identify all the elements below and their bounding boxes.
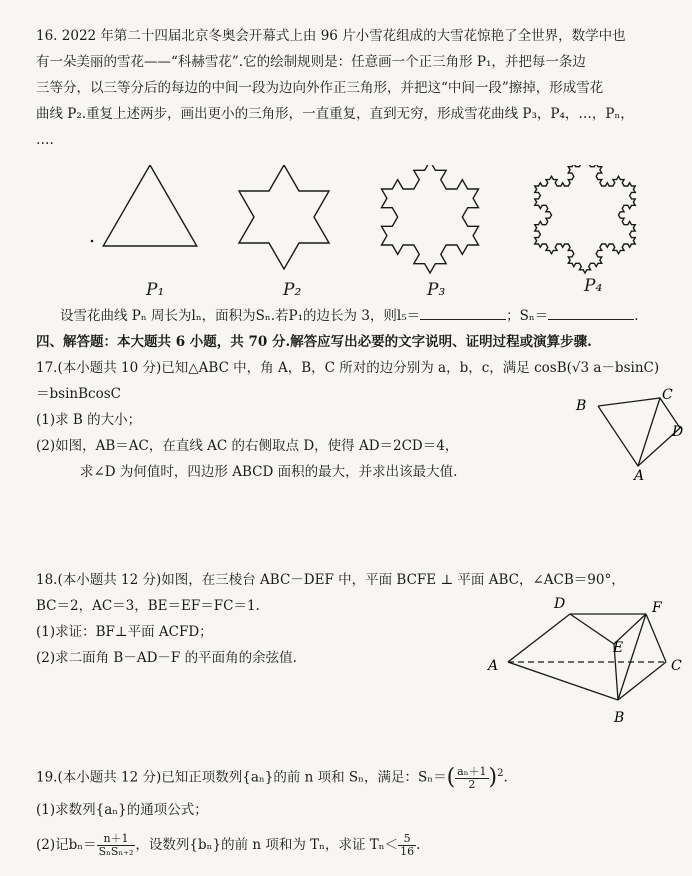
q17-part-1: (1)求 B 的大小；: [36, 412, 142, 428]
snowflake-p3: [382, 165, 479, 273]
q19-part-2c: .: [416, 837, 421, 853]
q19-t-fraction: [398, 833, 416, 858]
snowflake-p2: [239, 165, 329, 269]
label-p4: P₄: [584, 276, 603, 296]
snowflake-p4: [535, 165, 635, 273]
q16-question: [60, 306, 639, 326]
dot-mark: [91, 240, 94, 243]
q17-line-2: ＝bsinBcosC: [36, 386, 121, 402]
q19-t-num: 5: [398, 833, 416, 846]
q17-label-A: A: [634, 468, 645, 484]
q18-part-2: (2)求二面角 B－AD－F 的平面角的余弦值.: [36, 650, 297, 666]
q16-line-2: 有一朵美丽的雪花——“科赫雪花”.它的绘制规则是：任意画一个正三角形 P₁，并把每一条边: [36, 54, 586, 70]
q17-part-2b: 求∠D 为何值时，四边形 ABCD 面积的最大，并求出该最大值.: [80, 464, 458, 480]
q18-line-1: 18.(本小题共 12 分)如图，在三棱台 ABC－DEF 中，平面 BCFE ⊥ 平面 ABC，∠ACB＝90°，: [36, 572, 625, 588]
q16-question-a: 设雪花曲线 Pₙ 周长为lₙ，面积为Sₙ.若P₁的边长为 3，则l₅＝: [60, 308, 421, 324]
q19-frac-num: aₙ＋1: [457, 764, 487, 778]
q18-label-E: E: [613, 640, 624, 656]
q19-part-2a: (2)记bₙ＝: [36, 837, 97, 853]
q19-fraction: [455, 766, 488, 791]
q16-line-1: 16. 2022 年第二十四届北京冬奥会开幕式上由 96 片小雪花组成的大雪花惊艳了全世界，数学中也: [36, 28, 626, 44]
q19-line-1: 19.(本小题共 12 分)已知正项数列{aₙ}的前 n 项和 Sₙ，满足：Sₙ＝( $\frac{\text{aₙ＋1}}{2}$ )$^2$.: [36, 764, 508, 791]
q17-quadrilateral-figure: [570, 386, 692, 486]
q16-line-4: 曲线 P₂.重复上述两步，画出更小的三角形，一直重复，直到无穷，形成雪花曲线 P₃，P₄，…，Pₙ，: [36, 106, 634, 122]
q19-part-2: [36, 828, 420, 862]
label-p2: P₂: [283, 280, 302, 300]
label-p3: P₃: [427, 280, 446, 300]
q19-part-2b: ，设数列{bₙ}的前 n 项和为 Tₙ，求证 Tₙ＜: [135, 837, 399, 853]
section-4-header: 四、解答题：本大题共 6 小题，共 70 分.解答应写出必要的文字说明、证明过程或演算步骤.: [36, 334, 592, 350]
q16-line-5: ….: [36, 132, 54, 148]
q18-label-B: B: [614, 710, 625, 726]
q17-part-2: (2)如图，AB＝AC，在直线 AC 的右侧取点 D，使得 AD＝2CD＝4，: [36, 438, 459, 454]
q18-frustum-figure: [486, 590, 692, 730]
q19-b-fraction: [97, 833, 136, 858]
q16-line-3: 三等分，以三等分后的每边的中间一段为边向外作正三角形，并把这“中间一段”擦掉，形成雪花: [36, 80, 604, 96]
q17-line-1: 17.(本小题共 10 分)已知△ABC 中，角 A，B，C 所对的边分别为 a，b，c，满足 cosB(√3 a－bsinC): [36, 360, 660, 376]
q18-label-C: C: [671, 658, 682, 674]
koch-snowflake-figures: [80, 165, 680, 275]
q16-question-b: ；Sₙ＝: [506, 308, 549, 324]
q19-b-num: n＋1: [97, 833, 136, 846]
label-p1: P₁: [146, 280, 165, 300]
q18-label-A: A: [488, 658, 499, 674]
q19-b-den: SₙSₙ₊₂: [98, 845, 134, 858]
q18-label-D: D: [554, 596, 566, 612]
q16-question-end: .: [634, 308, 639, 324]
answer-blank-2[interactable]: [548, 307, 634, 320]
q19-exponent: 2: [497, 768, 504, 779]
q18-line-2: BC＝2，AC＝3，BE＝EF＝FC＝1.: [36, 598, 260, 614]
q19-part-1: (1)求数列{aₙ}的通项公式；: [36, 802, 208, 818]
q17-label-D: D: [672, 424, 684, 440]
q17-label-B: B: [576, 398, 587, 414]
q19-frac-den: 2: [468, 777, 476, 791]
q19-t-den: 16: [400, 845, 415, 858]
snowflake-p1: [103, 165, 197, 246]
q18-part-1: (1)求证：BF⊥平面 ACFD；: [36, 624, 213, 640]
q17-label-C: C: [662, 387, 673, 403]
q18-label-F: F: [652, 600, 662, 616]
q19-line-1-text: 19.(本小题共 12 分)已知正项数列{aₙ}的前 n 项和 Sₙ，满足：Sₙ＝: [36, 769, 447, 786]
answer-blank-1[interactable]: [420, 307, 506, 320]
